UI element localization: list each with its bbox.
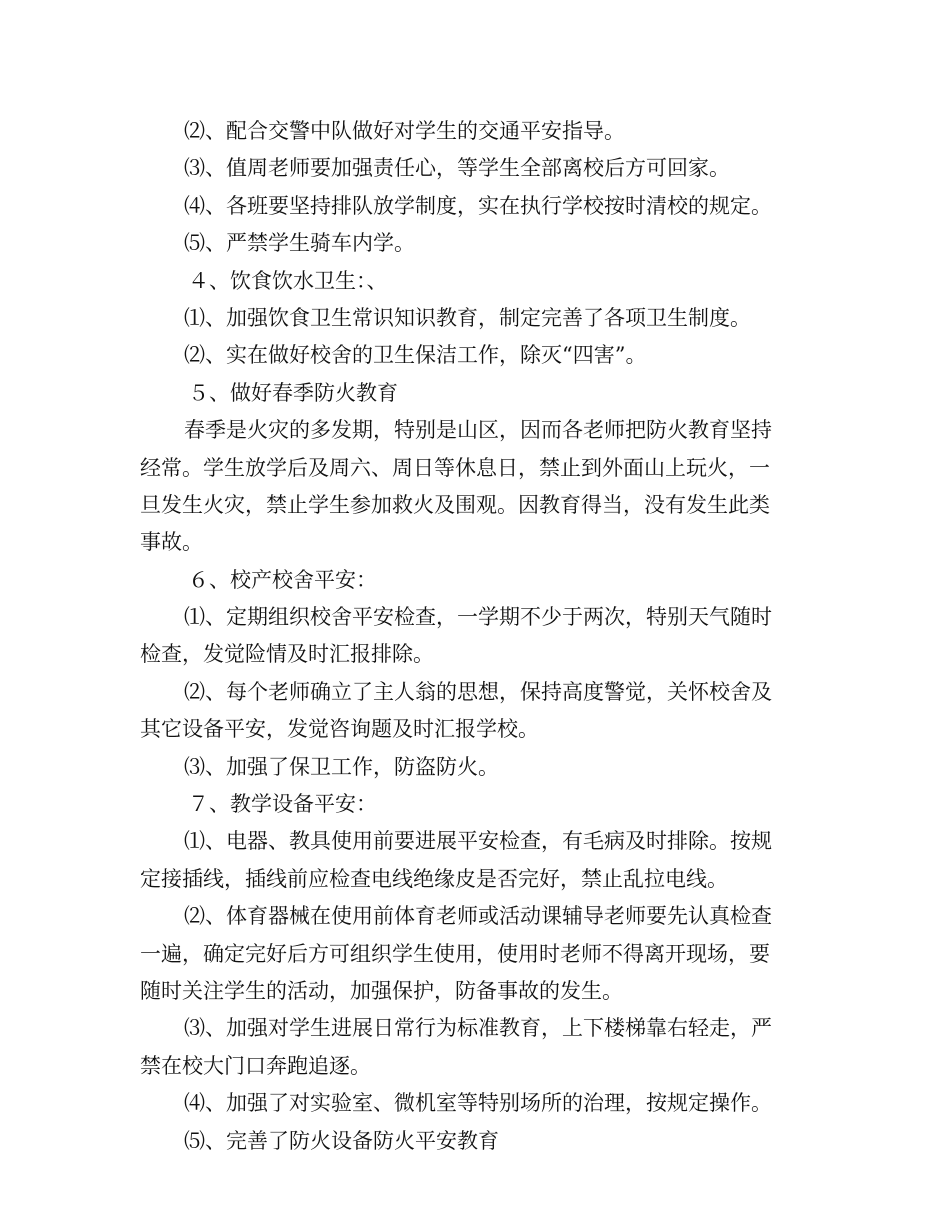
section-heading: ４、饮食饮水卫生：、	[188, 268, 388, 293]
paragraph-line: ⑵、每个老师确立了主人翁的思想，保持高度警觉，关怀校舍及	[184, 679, 772, 704]
paragraph-line: ⑶、加强对学生进展日常行为标准教育，上下楼梯靠右轻走，严	[184, 1016, 772, 1041]
paragraph-line: ⑵、配合交警中队做好对学生的交通平安指导。	[184, 119, 625, 143]
paragraph-line: 定接插线，插线前应检查电线绝缘皮是否完好，禁止乱拉电线。	[140, 866, 728, 891]
paragraph-line: ⑸、严禁学生骑车内学。	[184, 231, 415, 256]
paragraph-line: 随时关注学生的活动，加强保护，防备事故的发生。	[140, 978, 623, 1003]
section-heading: ５、做好春季防火教育	[188, 380, 398, 405]
paragraph-line: ⑷、各班要坚持排队放学制度，实在执行学校按时清校的规定。	[184, 193, 772, 218]
paragraph-line: ⑴、加强饮食卫生常识知识教育，制定完善了各项卫生制度。	[184, 305, 751, 330]
paragraph-line: 经常。学生放学后及周六、周日等休息日，禁止到外面山上玩火，一	[140, 455, 770, 480]
paragraph-line: ⑷、加强了对实验室、微机室等特别场所的治理，按规定操作。	[184, 1091, 772, 1116]
paragraph-line: ⑵、体育器械在使用前体育老师或活动课辅导老师要先认真检查	[184, 904, 772, 929]
paragraph-line: ⑵、实在做好校舍的卫生保洁工作，除灭“四害”。	[184, 343, 647, 368]
paragraph-line: ⑴、定期组织校舍平安检查，一学期不少于两次，特别天气随时	[184, 605, 772, 630]
paragraph-line: ⑶、加强了保卫工作，防盗防火。	[184, 754, 499, 779]
paragraph-line: ⑸、完善了防火设备防火平安教育	[184, 1128, 499, 1153]
paragraph-line: ⑴、电器、教具使用前要进展平安检查，有毛病及时排除。按规	[184, 829, 772, 854]
paragraph-line: 春季是火灾的多发期，特别是山区，因而各老师把防火教育坚持	[184, 418, 772, 443]
section-heading: ７、教学设备平安：	[188, 792, 377, 817]
paragraph-line: ⑶、值周老师要加强责任心，等学生全部离校后方可回家。	[184, 156, 730, 181]
section-heading: ６、校产校舍平安：	[188, 567, 377, 592]
paragraph-line: 事故。	[140, 530, 203, 555]
paragraph-line: 检查，发觉险情及时汇报排除。	[140, 642, 434, 667]
paragraph-line: 禁在校大门口奔跑追逐。	[140, 1053, 371, 1078]
paragraph-line: 其它设备平安，发觉咨询题及时汇报学校。	[140, 717, 539, 742]
paragraph-line: 旦发生火灾，禁止学生参加救火及围观。因教育得当，没有发生此类	[140, 492, 770, 517]
document-body	[140, 113, 812, 1160]
paragraph-line: 一遍，确定完好后方可组织学生使用，使用时老师不得离开现场，要	[140, 941, 770, 966]
